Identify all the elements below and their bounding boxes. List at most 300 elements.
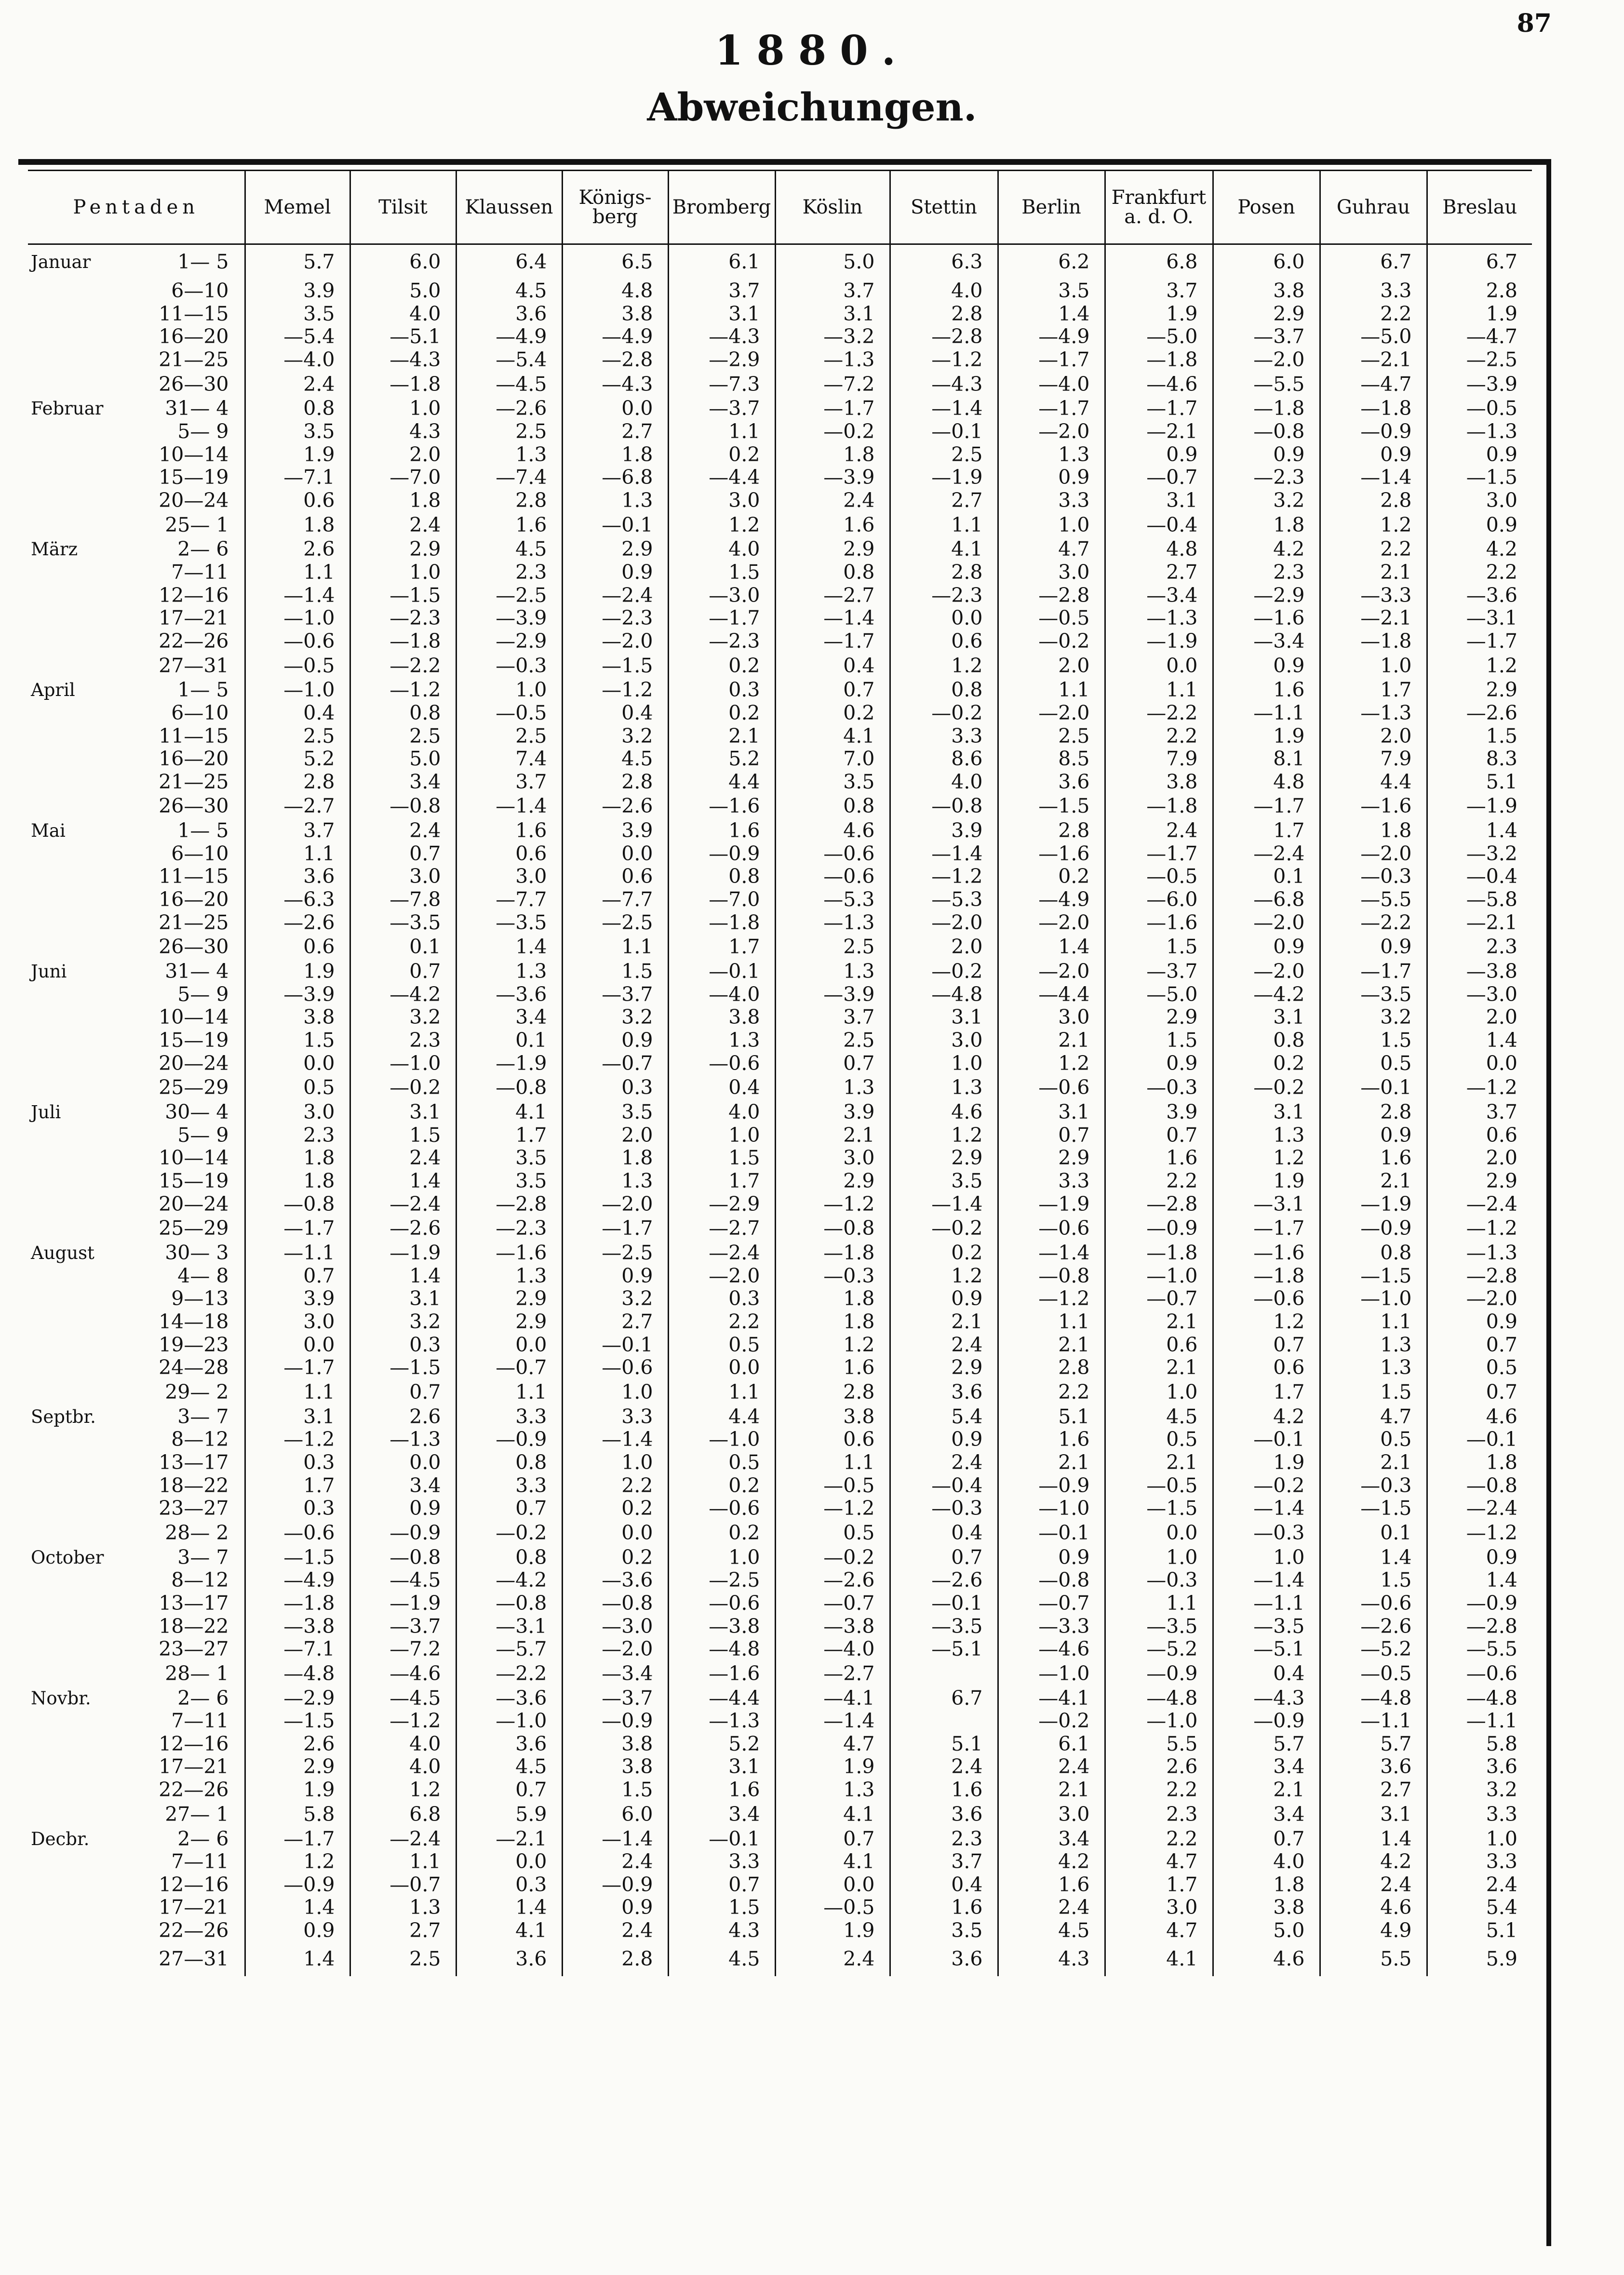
value-cell: 1.3 bbox=[456, 1265, 562, 1288]
value-cell: —1.1 bbox=[245, 1242, 350, 1265]
pentad-cell bbox=[28, 303, 245, 326]
value-cell: —1.7 bbox=[245, 1356, 350, 1379]
value-cell: —1.3 bbox=[775, 911, 890, 935]
table-row bbox=[28, 1896, 1532, 1919]
value-cell: —3.4 bbox=[1213, 630, 1320, 653]
value-cell: —1.5 bbox=[350, 1356, 456, 1379]
value-cell: 4.5 bbox=[456, 280, 562, 303]
value-cell: 0.2 bbox=[775, 702, 890, 725]
pentad-label: 2— 6 bbox=[177, 1827, 229, 1850]
value-cell: 3.7 bbox=[245, 819, 350, 843]
value-cell: —0.8 bbox=[998, 1265, 1105, 1288]
value-cell: 0.9 bbox=[1427, 1546, 1532, 1569]
value-cell: 0.5 bbox=[775, 1520, 890, 1546]
value-cell: 0.7 bbox=[1213, 1828, 1320, 1851]
table-row bbox=[28, 1874, 1532, 1897]
value-cell: —2.9 bbox=[668, 1193, 775, 1216]
value-cell: 1.8 bbox=[1320, 819, 1427, 843]
value-cell bbox=[890, 1710, 998, 1733]
value-cell: 3.9 bbox=[562, 819, 668, 843]
value-cell: —2.8 bbox=[1105, 1193, 1213, 1216]
value-cell: 1.1 bbox=[775, 1451, 890, 1474]
value-cell: —3.5 bbox=[350, 911, 456, 935]
value-cell: 4.0 bbox=[668, 538, 775, 561]
value-cell: —1.7 bbox=[245, 1216, 350, 1242]
value-cell: 1.2 bbox=[890, 1124, 998, 1147]
value-cell: —1.3 bbox=[1427, 1242, 1532, 1265]
pentad-cell bbox=[28, 771, 245, 794]
value-cell: 2.5 bbox=[456, 725, 562, 748]
value-cell: —3.9 bbox=[775, 466, 890, 489]
value-cell: —2.2 bbox=[1320, 911, 1427, 935]
value-cell: 2.5 bbox=[998, 725, 1105, 748]
value-cell: 0.2 bbox=[1213, 1052, 1320, 1075]
value-cell: 3.3 bbox=[668, 1850, 775, 1874]
value-cell: 0.7 bbox=[998, 1124, 1105, 1147]
value-cell: —1.2 bbox=[890, 348, 998, 372]
pentad-label: 26—30 bbox=[159, 935, 229, 959]
value-cell: 2.9 bbox=[1213, 303, 1320, 326]
value-cell: 1.3 bbox=[562, 489, 668, 512]
value-cell: —0.8 bbox=[1213, 420, 1320, 443]
value-cell: 5.7 bbox=[1320, 1733, 1427, 1756]
pentad-cell bbox=[28, 1546, 245, 1569]
value-cell: —0.6 bbox=[245, 630, 350, 653]
value-cell: —1.8 bbox=[1105, 348, 1213, 372]
pentad-cell bbox=[28, 1802, 245, 1828]
value-cell: —0.5 bbox=[775, 1474, 890, 1498]
table-row bbox=[28, 1029, 1532, 1052]
value-cell: 3.8 bbox=[1213, 1896, 1320, 1919]
value-cell: —5.1 bbox=[890, 1638, 998, 1661]
table-row bbox=[28, 1850, 1532, 1874]
value-cell: 6.7 bbox=[890, 1687, 998, 1710]
pentad-cell bbox=[28, 1710, 245, 1733]
value-cell: 0.2 bbox=[562, 1546, 668, 1569]
table-row bbox=[28, 1101, 1532, 1124]
column-header-station: Breslau bbox=[1427, 171, 1532, 244]
value-cell: 3.8 bbox=[562, 1755, 668, 1779]
value-cell: 1.0 bbox=[562, 1379, 668, 1405]
value-cell: 4.7 bbox=[1320, 1405, 1427, 1429]
value-cell: 4.3 bbox=[668, 1919, 775, 1942]
table-row bbox=[28, 538, 1532, 561]
value-cell: 1.1 bbox=[998, 679, 1105, 702]
value-cell: —2.1 bbox=[1105, 420, 1213, 443]
value-cell: 5.1 bbox=[890, 1733, 998, 1756]
value-cell: 2.0 bbox=[350, 443, 456, 467]
value-cell: 1.4 bbox=[456, 934, 562, 960]
value-cell: 1.1 bbox=[350, 1850, 456, 1874]
value-cell: —1.3 bbox=[350, 1428, 456, 1451]
value-cell: —1.7 bbox=[998, 348, 1105, 372]
value-cell: 0.7 bbox=[890, 1546, 998, 1569]
value-cell: —2.1 bbox=[1320, 607, 1427, 630]
value-cell: 1.4 bbox=[1427, 1029, 1532, 1052]
value-cell: 2.3 bbox=[1427, 934, 1532, 960]
value-cell: 1.8 bbox=[562, 443, 668, 467]
pentad-label: 2— 6 bbox=[177, 1686, 229, 1710]
value-cell: —2.6 bbox=[562, 793, 668, 819]
pentad-cell bbox=[28, 325, 245, 348]
value-cell: 2.4 bbox=[998, 1755, 1105, 1779]
value-cell: —2.3 bbox=[668, 630, 775, 653]
value-cell: 3.0 bbox=[890, 1029, 998, 1052]
value-cell: 2.9 bbox=[245, 1755, 350, 1779]
pentad-cell bbox=[28, 888, 245, 911]
value-cell: —4.8 bbox=[890, 983, 998, 1006]
value-cell: —7.4 bbox=[456, 466, 562, 489]
value-cell: 1.9 bbox=[245, 1779, 350, 1802]
value-cell: —0.3 bbox=[1320, 865, 1427, 888]
value-cell: —1.7 bbox=[1320, 960, 1427, 983]
value-cell: —7.2 bbox=[350, 1638, 456, 1661]
value-cell: —2.3 bbox=[890, 584, 998, 607]
value-cell: 1.9 bbox=[1213, 1451, 1320, 1474]
pentad-label: 6—10 bbox=[171, 701, 229, 724]
value-cell: 2.4 bbox=[350, 1147, 456, 1170]
table-row bbox=[28, 865, 1532, 888]
value-cell: —1.0 bbox=[998, 1497, 1105, 1520]
pentad-label: 17—21 bbox=[159, 1896, 229, 1919]
value-cell: 2.5 bbox=[245, 725, 350, 748]
value-cell: —7.1 bbox=[245, 1638, 350, 1661]
column-header-station: Köslin bbox=[775, 171, 890, 244]
value-cell: —0.7 bbox=[998, 1592, 1105, 1615]
pentad-label: 21—25 bbox=[159, 348, 229, 371]
value-cell: 3.4 bbox=[1213, 1755, 1320, 1779]
value-cell: 1.8 bbox=[775, 1311, 890, 1334]
pentad-label: 23—27 bbox=[159, 1638, 229, 1661]
pentad-label: 16—20 bbox=[159, 748, 229, 771]
value-cell: 3.3 bbox=[998, 1170, 1105, 1193]
value-cell: —6.8 bbox=[1213, 888, 1320, 911]
value-cell: 4.5 bbox=[1105, 1405, 1213, 1429]
table-row bbox=[28, 793, 1532, 819]
value-cell: 1.2 bbox=[998, 1052, 1105, 1075]
value-cell: 0.5 bbox=[668, 1451, 775, 1474]
value-cell: 3.9 bbox=[245, 1287, 350, 1311]
value-cell: —2.9 bbox=[456, 630, 562, 653]
value-cell: 3.1 bbox=[668, 303, 775, 326]
value-cell: 8.1 bbox=[1213, 748, 1320, 771]
pentad-cell bbox=[28, 1101, 245, 1124]
pentad-cell bbox=[28, 1779, 245, 1802]
value-cell: —5.5 bbox=[1427, 1638, 1532, 1661]
value-cell: 2.9 bbox=[890, 1356, 998, 1379]
value-cell: 0.9 bbox=[998, 466, 1105, 489]
month-label: Novbr. bbox=[31, 1687, 91, 1709]
value-cell: 3.3 bbox=[890, 725, 998, 748]
pentad-label: 10—14 bbox=[159, 1147, 229, 1170]
value-cell: —0.9 bbox=[1105, 1661, 1213, 1687]
value-cell: —2.0 bbox=[1213, 960, 1320, 983]
table-row bbox=[28, 1592, 1532, 1615]
pentad-cell bbox=[28, 1006, 245, 1029]
page-number: 87 bbox=[1517, 9, 1552, 38]
value-cell: 1.0 bbox=[1320, 653, 1427, 679]
value-cell: —4.3 bbox=[890, 371, 998, 397]
value-cell: —1.9 bbox=[1320, 1193, 1427, 1216]
value-cell: 1.8 bbox=[562, 1147, 668, 1170]
value-cell: —5.7 bbox=[456, 1638, 562, 1661]
pentad-label: 15—19 bbox=[159, 1170, 229, 1192]
value-cell: —0.3 bbox=[456, 653, 562, 679]
pentad-cell bbox=[28, 1896, 245, 1919]
value-cell: 1.5 bbox=[668, 1896, 775, 1919]
value-cell: —5.3 bbox=[890, 888, 998, 911]
value-cell: 0.9 bbox=[1105, 443, 1213, 467]
value-cell: 2.4 bbox=[775, 489, 890, 512]
value-cell: 4.1 bbox=[890, 538, 998, 561]
value-cell: —0.5 bbox=[456, 702, 562, 725]
value-cell: 6.3 bbox=[890, 244, 998, 280]
value-cell: —2.0 bbox=[998, 960, 1105, 983]
pentad-cell bbox=[28, 1170, 245, 1193]
value-cell: —2.4 bbox=[1427, 1193, 1532, 1216]
value-cell: —1.7 bbox=[245, 1828, 350, 1851]
pentad-label: 11—15 bbox=[159, 865, 229, 888]
value-cell: —4.1 bbox=[998, 1687, 1105, 1710]
value-cell: 0.9 bbox=[890, 1287, 998, 1311]
value-cell: —0.2 bbox=[890, 960, 998, 983]
pentad-cell bbox=[28, 1850, 245, 1874]
table-row bbox=[28, 1733, 1532, 1756]
value-cell: —1.2 bbox=[775, 1497, 890, 1520]
value-cell: 6.0 bbox=[1213, 244, 1320, 280]
value-cell: 0.9 bbox=[1320, 1124, 1427, 1147]
value-cell: —1.4 bbox=[1213, 1497, 1320, 1520]
value-cell: —2.5 bbox=[562, 1242, 668, 1265]
value-cell: 0.2 bbox=[562, 1497, 668, 1520]
value-cell: 0.0 bbox=[1427, 1052, 1532, 1075]
value-cell: —6.8 bbox=[562, 466, 668, 489]
value-cell: 4.7 bbox=[775, 1733, 890, 1756]
table-row bbox=[28, 1497, 1532, 1520]
value-cell: —1.6 bbox=[668, 793, 775, 819]
table-row bbox=[28, 280, 1532, 303]
value-cell: 2.2 bbox=[1105, 1779, 1213, 1802]
value-cell: —3.7 bbox=[562, 1687, 668, 1710]
value-cell: 5.0 bbox=[775, 244, 890, 280]
value-cell: —1.8 bbox=[1105, 793, 1213, 819]
value-cell: 3.9 bbox=[245, 280, 350, 303]
value-cell: —0.6 bbox=[668, 1052, 775, 1075]
value-cell: 8.3 bbox=[1427, 748, 1532, 771]
column-header-station: Guhrau bbox=[1320, 171, 1427, 244]
pentad-label: 11—15 bbox=[159, 724, 229, 748]
value-cell: 2.9 bbox=[1105, 1006, 1213, 1029]
value-cell: 3.1 bbox=[668, 1755, 775, 1779]
pentad-label: 11—15 bbox=[159, 302, 229, 325]
pentad-label: 31— 4 bbox=[165, 960, 229, 983]
table-row bbox=[28, 561, 1532, 584]
page-title: Abweichungen. bbox=[647, 84, 977, 130]
column-header-station: Posen bbox=[1213, 171, 1320, 244]
value-cell: —4.4 bbox=[998, 983, 1105, 1006]
value-cell: —3.6 bbox=[456, 1687, 562, 1710]
value-cell: —1.0 bbox=[245, 679, 350, 702]
value-cell: 0.6 bbox=[456, 843, 562, 866]
value-cell: 3.3 bbox=[1427, 1802, 1532, 1828]
pentad-label: 25— 1 bbox=[165, 513, 229, 536]
value-cell: —4.8 bbox=[1427, 1687, 1532, 1710]
value-cell: 0.3 bbox=[562, 1075, 668, 1101]
value-cell: 1.1 bbox=[245, 1379, 350, 1405]
pentad-label: 8—12 bbox=[171, 1428, 229, 1451]
value-cell: 5.0 bbox=[1213, 1919, 1320, 1942]
value-cell: —1.2 bbox=[775, 1193, 890, 1216]
pentad-cell bbox=[28, 1451, 245, 1474]
value-cell: 1.8 bbox=[245, 1170, 350, 1193]
value-cell: —1.0 bbox=[456, 1710, 562, 1733]
value-cell: 0.0 bbox=[456, 1850, 562, 1874]
pentad-cell bbox=[28, 1334, 245, 1357]
table-row bbox=[28, 1919, 1532, 1942]
value-cell: 0.3 bbox=[245, 1451, 350, 1474]
value-cell: 3.4 bbox=[1213, 1802, 1320, 1828]
value-cell: —2.3 bbox=[350, 607, 456, 630]
value-cell: 1.7 bbox=[245, 1474, 350, 1498]
value-cell: 0.9 bbox=[1213, 934, 1320, 960]
value-cell: 3.5 bbox=[890, 1919, 998, 1942]
value-cell: —0.6 bbox=[775, 843, 890, 866]
value-cell: 6.8 bbox=[1105, 244, 1213, 280]
value-cell: —0.5 bbox=[1427, 397, 1532, 420]
value-cell: —2.6 bbox=[1427, 702, 1532, 725]
value-cell: —3.6 bbox=[456, 983, 562, 1006]
value-cell: —1.2 bbox=[562, 679, 668, 702]
value-cell: 6.1 bbox=[998, 1733, 1105, 1756]
value-cell: —1.0 bbox=[668, 1428, 775, 1451]
value-cell: 3.5 bbox=[245, 420, 350, 443]
value-cell: —1.4 bbox=[890, 1193, 998, 1216]
pentad-label: 27—31 bbox=[159, 1947, 229, 1970]
value-cell: 1.5 bbox=[562, 960, 668, 983]
value-cell: 2.1 bbox=[1105, 1451, 1213, 1474]
value-cell: 2.8 bbox=[562, 1942, 668, 1976]
table-row bbox=[28, 303, 1532, 326]
value-cell: —4.0 bbox=[668, 983, 775, 1006]
value-cell: 1.2 bbox=[1213, 1311, 1320, 1334]
value-cell: —1.8 bbox=[1213, 397, 1320, 420]
value-cell: —0.6 bbox=[668, 1497, 775, 1520]
value-cell: 0.0 bbox=[350, 1451, 456, 1474]
pentad-label: 1— 5 bbox=[177, 250, 229, 274]
value-cell: 2.5 bbox=[775, 1029, 890, 1052]
value-cell: 0.7 bbox=[456, 1497, 562, 1520]
pentad-cell bbox=[28, 1029, 245, 1052]
value-cell: —1.7 bbox=[562, 1216, 668, 1242]
pentad-label: 4— 8 bbox=[177, 1264, 229, 1287]
table-row bbox=[28, 1828, 1532, 1851]
value-cell: —5.2 bbox=[1320, 1638, 1427, 1661]
value-cell: —3.5 bbox=[890, 1615, 998, 1638]
value-cell: —2.4 bbox=[350, 1828, 456, 1851]
value-cell: 4.6 bbox=[775, 819, 890, 843]
pentad-cell bbox=[28, 1615, 245, 1638]
value-cell: 3.2 bbox=[350, 1311, 456, 1334]
value-cell: —2.0 bbox=[998, 420, 1105, 443]
value-cell: 3.2 bbox=[562, 725, 668, 748]
value-cell: 0.8 bbox=[350, 702, 456, 725]
value-cell: 1.5 bbox=[350, 1124, 456, 1147]
value-cell: 1.0 bbox=[890, 1052, 998, 1075]
table-row bbox=[28, 702, 1532, 725]
value-cell: —1.9 bbox=[890, 466, 998, 489]
table-row bbox=[28, 1942, 1532, 1976]
value-cell: 1.8 bbox=[775, 1287, 890, 1311]
pentad-cell bbox=[28, 1828, 245, 1851]
column-header-pentaden: Pentaden bbox=[28, 171, 245, 244]
value-cell: 5.4 bbox=[1427, 1896, 1532, 1919]
value-cell: —1.9 bbox=[1105, 630, 1213, 653]
value-cell: —1.4 bbox=[245, 584, 350, 607]
table-row bbox=[28, 348, 1532, 372]
value-cell: —2.4 bbox=[562, 584, 668, 607]
value-cell: 2.3 bbox=[456, 561, 562, 584]
pentad-label: 27—31 bbox=[159, 654, 229, 677]
value-cell: 1.1 bbox=[1320, 1311, 1427, 1334]
value-cell: —2.0 bbox=[1427, 1287, 1532, 1311]
value-cell: —1.9 bbox=[350, 1242, 456, 1265]
value-cell: —0.7 bbox=[350, 1874, 456, 1897]
value-cell: 2.2 bbox=[1105, 1170, 1213, 1193]
pentad-label: 22—26 bbox=[159, 1779, 229, 1802]
value-cell: —1.2 bbox=[350, 679, 456, 702]
value-cell: —0.1 bbox=[890, 1592, 998, 1615]
month-label: August bbox=[31, 1243, 94, 1264]
value-cell: 0.8 bbox=[456, 1451, 562, 1474]
value-cell: 0.9 bbox=[1320, 934, 1427, 960]
value-cell: —2.0 bbox=[1213, 911, 1320, 935]
table-row bbox=[28, 1779, 1532, 1802]
value-cell: 0.9 bbox=[1427, 512, 1532, 538]
value-cell: —1.3 bbox=[1320, 702, 1427, 725]
value-cell: —1.5 bbox=[1320, 1497, 1427, 1520]
value-cell: —2.2 bbox=[456, 1661, 562, 1687]
value-cell: 2.0 bbox=[998, 653, 1105, 679]
value-cell: —3.2 bbox=[1427, 843, 1532, 866]
table-row bbox=[28, 1147, 1532, 1170]
value-cell: 4.7 bbox=[1105, 1850, 1213, 1874]
month-label: Mai bbox=[31, 820, 66, 842]
value-cell: —2.7 bbox=[775, 1661, 890, 1687]
table-row bbox=[28, 1052, 1532, 1075]
value-cell: —2.7 bbox=[245, 793, 350, 819]
value-cell: —1.4 bbox=[775, 1710, 890, 1733]
value-cell: —1.7 bbox=[1427, 630, 1532, 653]
value-cell: 3.0 bbox=[1105, 1896, 1213, 1919]
value-cell: —0.5 bbox=[1105, 865, 1213, 888]
value-cell: 2.1 bbox=[1320, 561, 1427, 584]
value-cell: 3.6 bbox=[890, 1802, 998, 1828]
value-cell: 3.3 bbox=[456, 1474, 562, 1498]
value-cell: 4.4 bbox=[668, 1405, 775, 1429]
pentad-cell bbox=[28, 793, 245, 819]
value-cell: —1.5 bbox=[562, 653, 668, 679]
value-cell: 0.4 bbox=[668, 1075, 775, 1101]
value-cell: —0.2 bbox=[890, 1216, 998, 1242]
value-cell: —4.6 bbox=[350, 1661, 456, 1687]
value-cell: 2.8 bbox=[1427, 280, 1532, 303]
value-cell: —0.1 bbox=[562, 1334, 668, 1357]
value-cell: —7.3 bbox=[668, 371, 775, 397]
pentad-label: 17—21 bbox=[159, 607, 229, 630]
value-cell: —3.1 bbox=[456, 1615, 562, 1638]
value-cell: —1.8 bbox=[1105, 1242, 1213, 1265]
pentad-label: 28— 1 bbox=[165, 1661, 229, 1685]
